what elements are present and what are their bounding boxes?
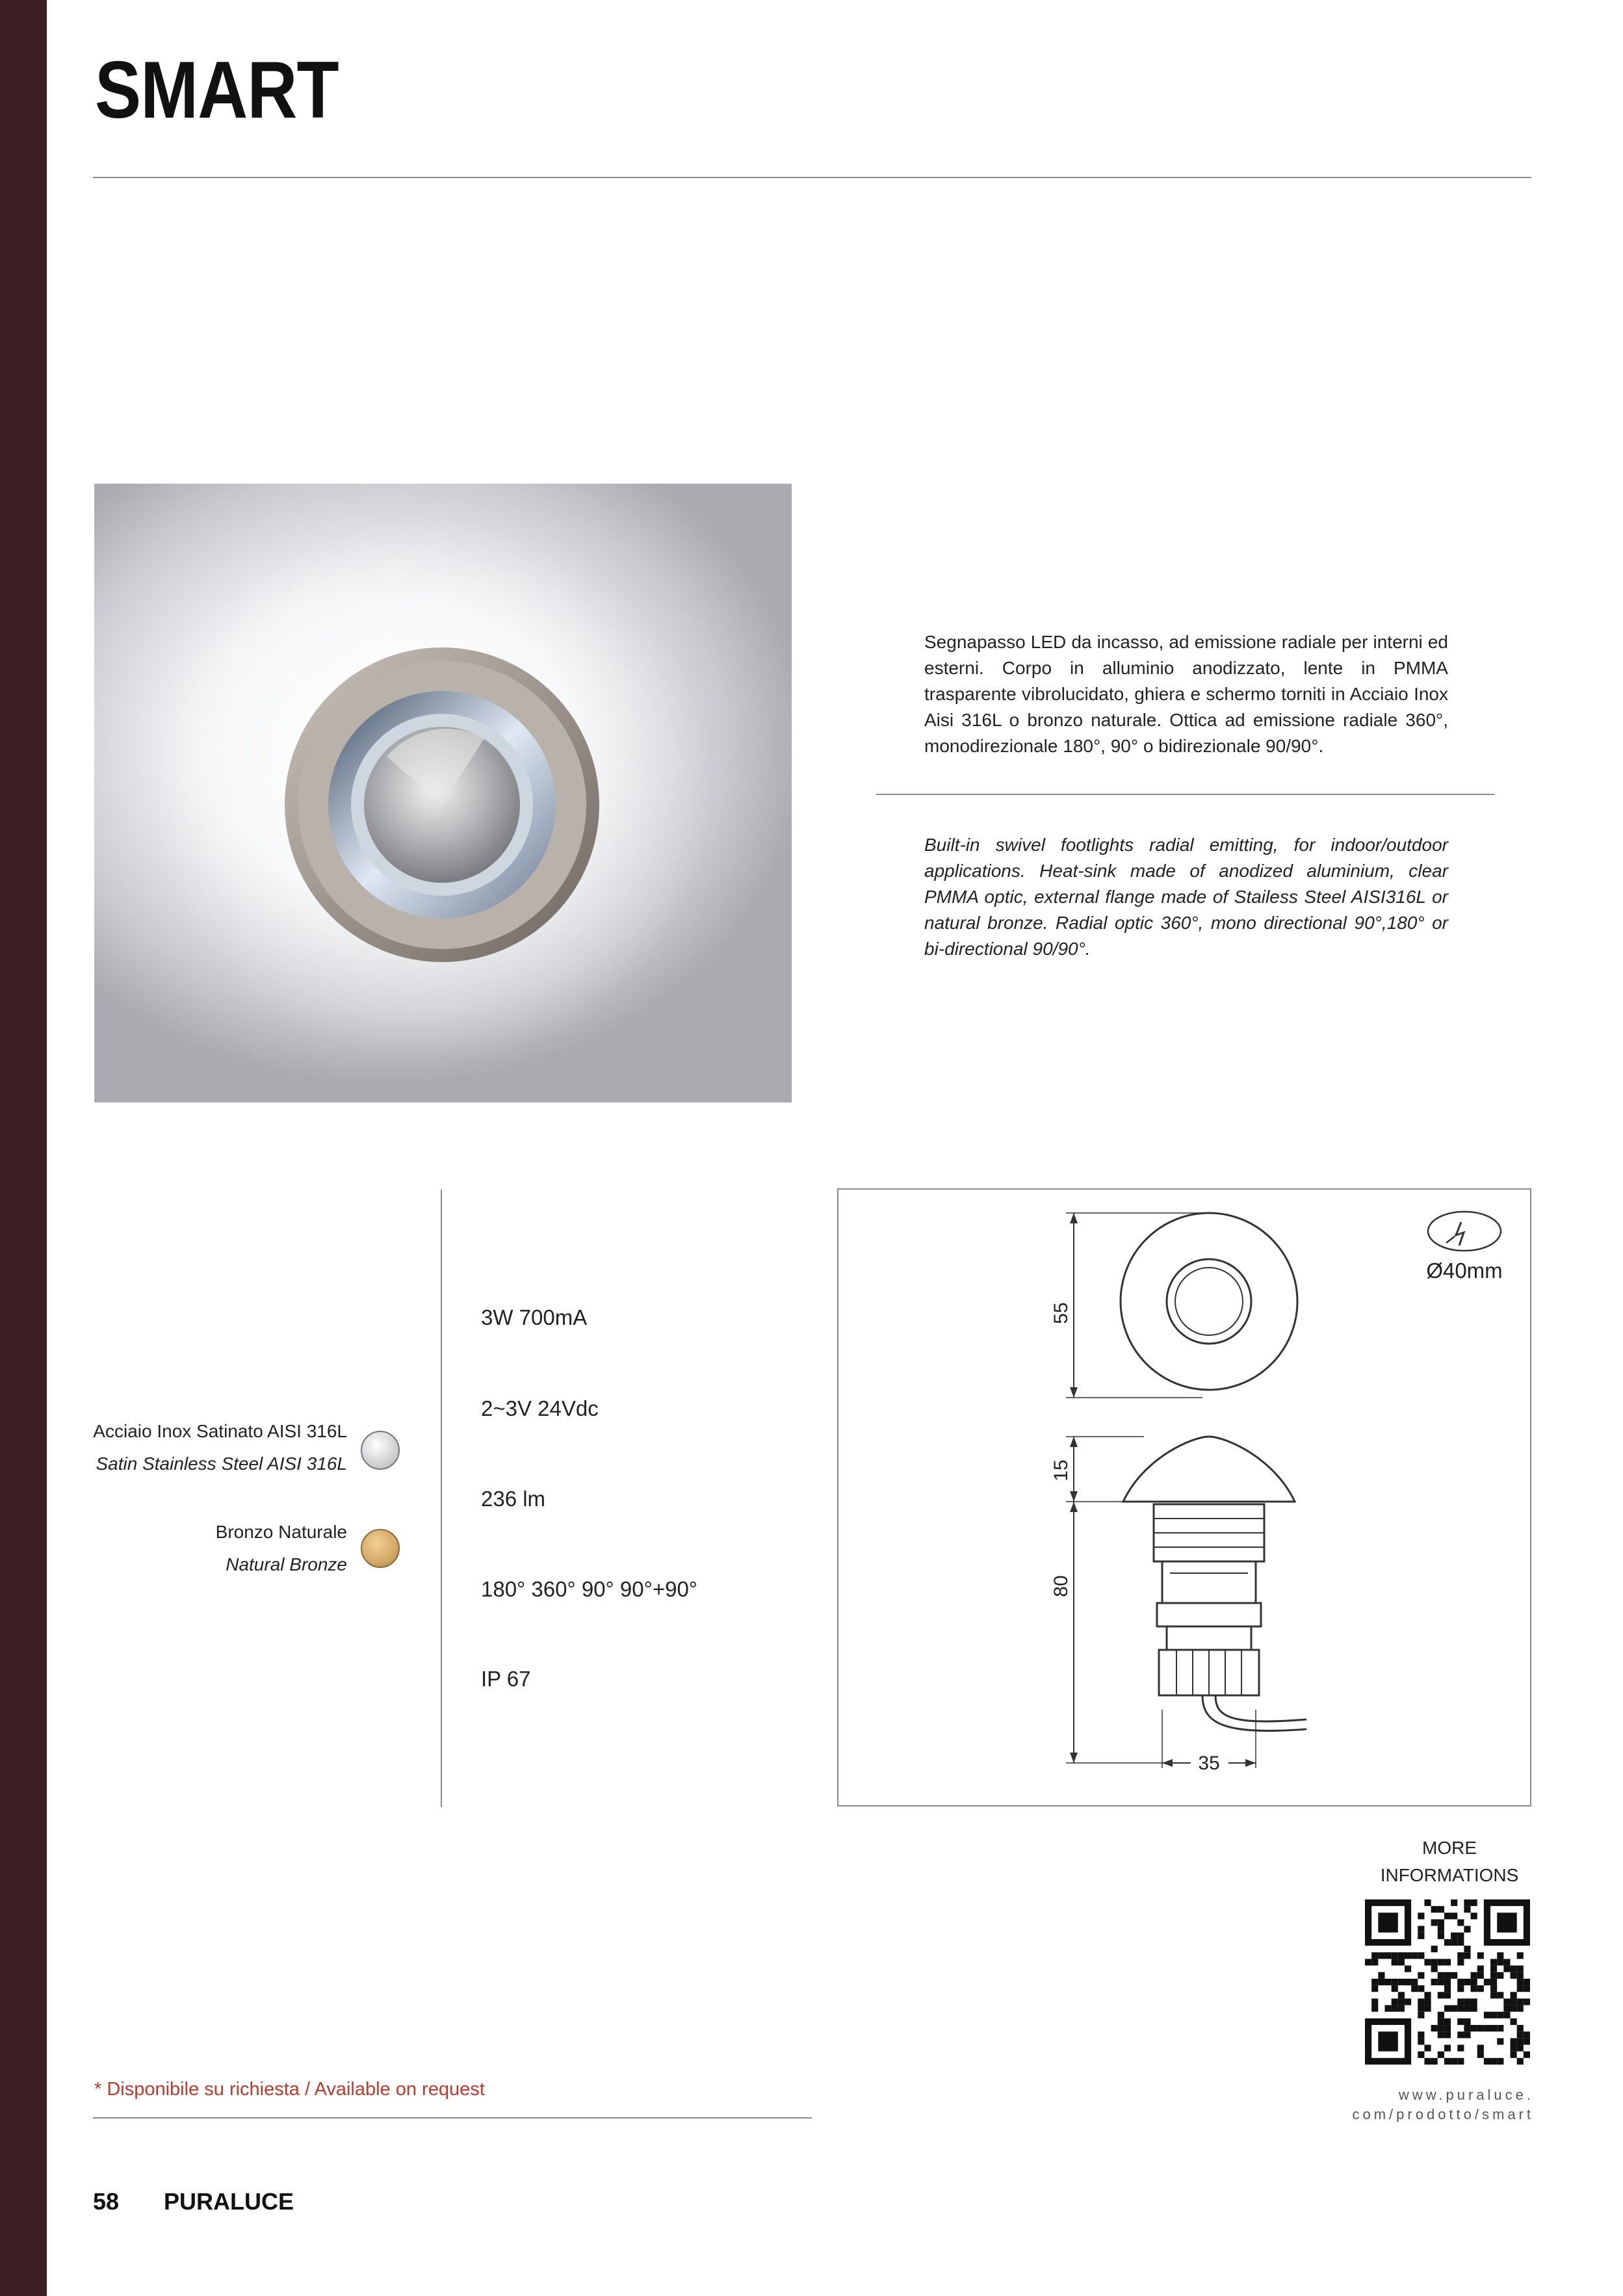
product-url-line1: www.puraluce. (1398, 2087, 1534, 2103)
title-divider (93, 177, 1531, 178)
finish-steel (93, 1415, 347, 1480)
dim-80: 80 (1050, 1575, 1072, 1597)
footnote-divider (93, 2117, 812, 2119)
spec-power: 3W 700mA (481, 1305, 588, 1329)
page-number: 58 (93, 2188, 120, 2215)
more-info (1339, 1834, 1560, 1889)
dim-15: 15 (1050, 1459, 1072, 1481)
finish-bronze (216, 1516, 347, 1581)
product-url[interactable] (1352, 2085, 1534, 2124)
sidebar-band (0, 0, 47, 2296)
spec-ip: IP 67 (481, 1667, 531, 1691)
dim-35: 35 (1198, 1753, 1220, 1774)
steel-swatch (361, 1431, 400, 1470)
rotation-icon (1428, 1212, 1501, 1251)
more-info-line1: MORE (1422, 1838, 1477, 1858)
spec-voltage: 2~3V 24Vdc (481, 1396, 599, 1420)
diameter-label: Ø40mm (1426, 1259, 1503, 1283)
finish-steel-en: Satin Stainless Steel AISI 316L (96, 1454, 347, 1474)
top-view-inner (1167, 1259, 1251, 1344)
top-view-outer (1121, 1213, 1297, 1390)
dim-55: 55 (1050, 1302, 1072, 1324)
technical-drawing (837, 1188, 1531, 1807)
description-divider (876, 794, 1494, 795)
spec-optics: 180° 360° 90° 90°+90° (481, 1577, 697, 1601)
description-english: Built-in swivel footlights radial emitting, for indoor/outdoor applications. Heat-sink made of anodized aluminium, clear PMMA optic, external flange made of Stailess Steel AISI316L or natural bronze. Radial optic 360°, mono directional 90°,180° or bi-directional 90/90°. (924, 835, 1448, 959)
bronze-swatch (361, 1529, 400, 1568)
product-url-line2: com/prodotto/smart (1352, 2106, 1534, 2122)
drawing-svg (838, 1190, 1533, 1808)
more-info-line2: INFORMATIONS (1380, 1865, 1519, 1885)
spec-lumen: 236 lm (481, 1487, 546, 1511)
footer-brand: PURALUCE (164, 2188, 294, 2215)
cap-shape (1123, 1437, 1295, 1502)
qr-code[interactable] (1365, 1899, 1530, 2065)
page-title: SMART (95, 46, 339, 135)
finish-steel-it: Acciaio Inox Satinato AISI 316L (93, 1421, 347, 1441)
specs-divider (441, 1190, 442, 1807)
description-italian: Segnapasso LED da incasso, ad emissione radiale per interni ed esterni. Corpo in alluminio anodizzato, lente in PMMA trasparente vibrolucidato, ghiera e schermo torniti in Acciaio Inox Aisi 316L o bronzo naturale. Ottica ad emissione radiale 360°, monodirezionale 180°, 90° o bidirezionale 90/90°. (924, 632, 1448, 756)
finish-bronze-en: Natural Bronze (226, 1554, 347, 1574)
product-photo (94, 484, 792, 1102)
availability-footnote: * Disponibile su richiesta / Available on request (94, 2079, 485, 2100)
finish-bronze-it: Bronzo Naturale (215, 1522, 347, 1542)
product-photo-illustration (94, 484, 792, 1102)
